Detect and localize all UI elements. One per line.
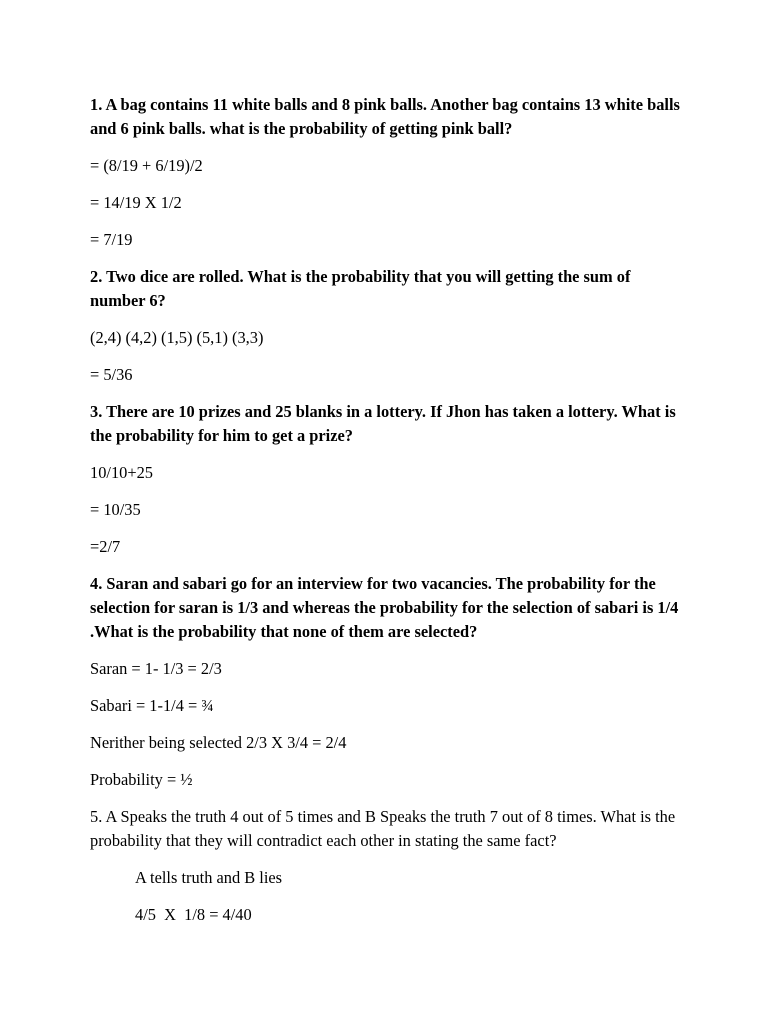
document-content [90,93,688,940]
answer-line: 4/5 X 1/8 = 4/40 [135,905,252,924]
answer-line: Probability = ½ [90,770,193,789]
answer-line: = (8/19 + 6/19)/2 [90,156,203,175]
answer-line: A tells truth and B lies [135,868,283,887]
answer-line: 10/10+25 [90,463,153,482]
question-5: 5. A Speaks the truth 4 out of 5 times and B Speaks the truth 7 out of 8 times. What is the probability that they will contradict each other in stating the same fact? [90,807,676,850]
answer-line: = 5/36 [90,365,133,384]
answer-line: = 7/19 [90,230,133,249]
answer-line: Nerither being selected 2/3 X 3/4 = 2/4 [90,733,347,752]
question-3: 3. There are 10 prizes and 25 blanks in a lottery. If Jhon has taken a lottery. What is the probability for him to get a prize? [90,402,676,445]
question-1: 1. A bag contains 11 white balls and 8 pink balls. Another bag contains 13 white balls and 6 pink balls. what is the probability of getting pink ball? [90,95,680,138]
question-4: 4. Saran and sabari go for an interview for two vacancies. The probability for the selection for saran is 1/3 and whereas the probability for the selection of sabari is 1/4 .What is the probability that none of them are selected? [90,574,679,641]
answer-line: Sabari = 1-1/4 = ¾ [90,696,214,715]
question-2: 2. Two dice are rolled. What is the probability that you will getting the sum of number 6? [90,267,631,310]
answer-line: Saran = 1- 1/3 = 2/3 [90,659,222,678]
answer-line: =2/7 [90,537,121,556]
answer-line: = 10/35 [90,500,141,519]
answer-line: (2,4) (4,2) (1,5) (5,1) (3,3) [90,328,264,347]
answer-line: = 14/19 X 1/2 [90,193,182,212]
